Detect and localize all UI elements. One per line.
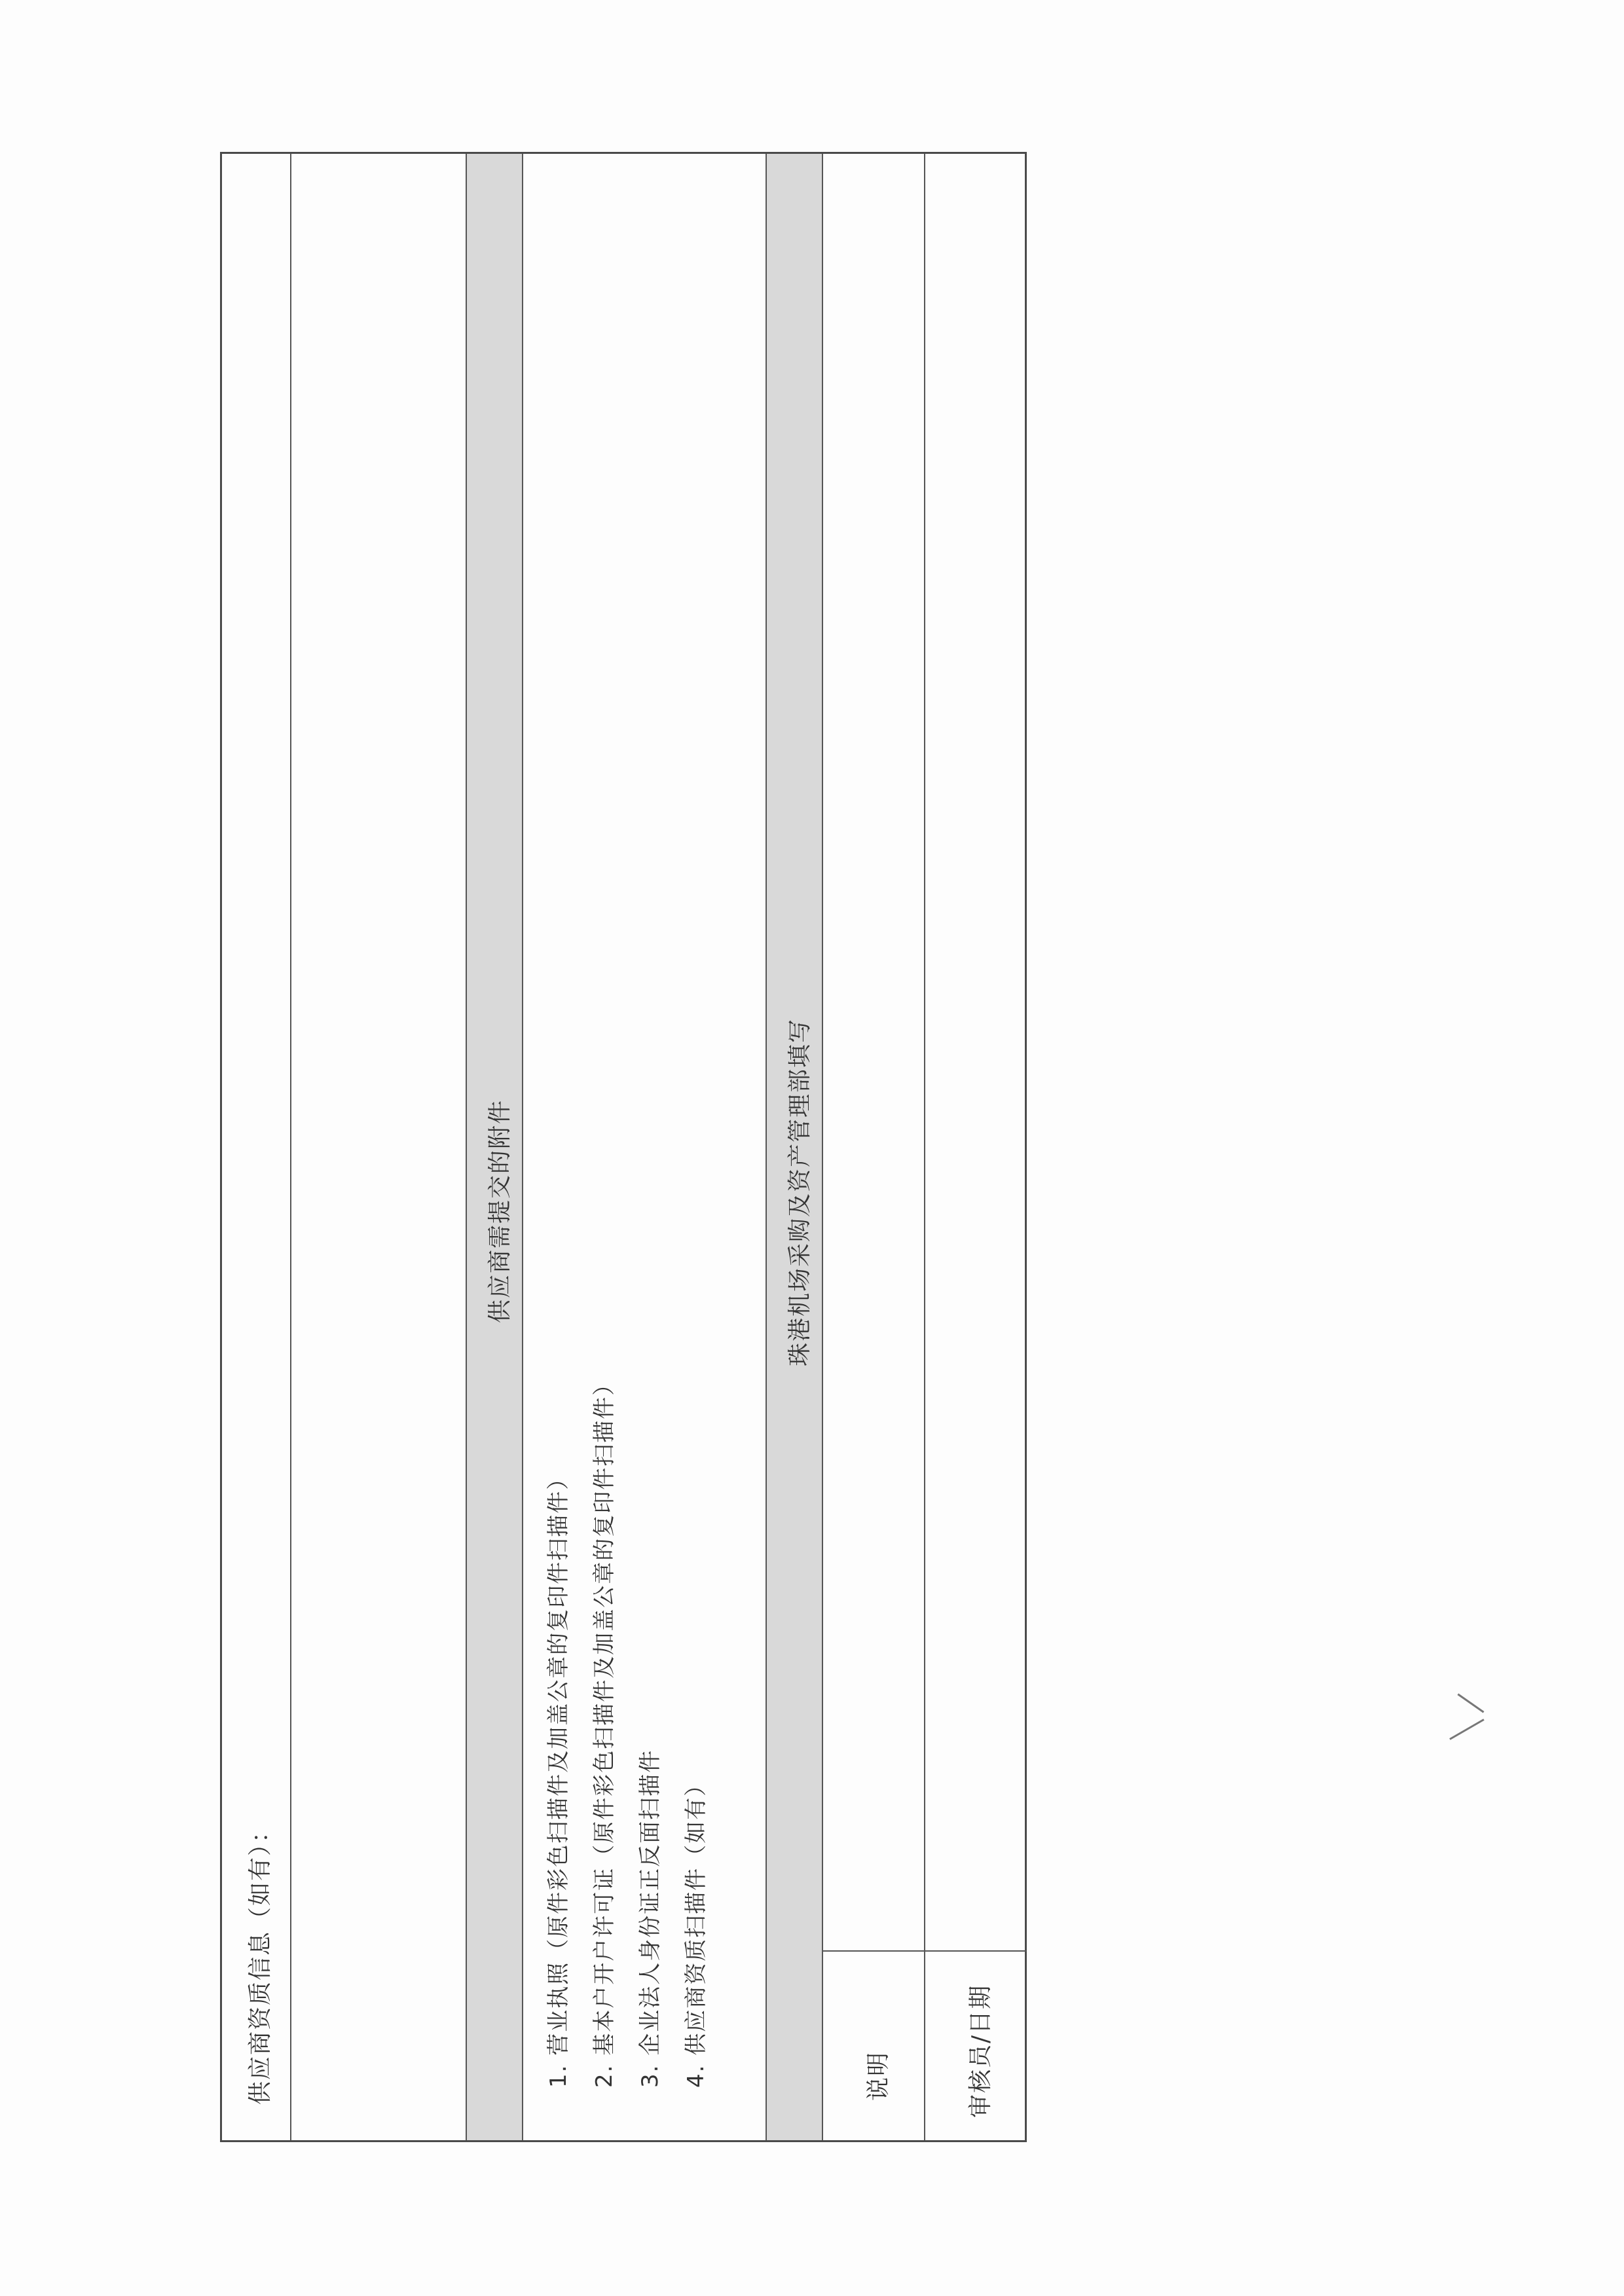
scan-mark (1457, 1694, 1484, 1713)
department-header-band (767, 154, 823, 2140)
scan-mark (1449, 1719, 1484, 1740)
remark-band (823, 154, 925, 2140)
attachment-item-1: 1. 营业执照（原件彩色扫描件及加盖公章的复印件扫描件） (545, 1466, 572, 2088)
supplier-form-table (220, 152, 1027, 2142)
reviewer-input-cell[interactable] (925, 154, 1027, 1950)
remark-input-cell[interactable] (823, 154, 925, 1950)
attachments-header-band (467, 154, 523, 2140)
attachment-item-4: 4. 供应商资质扫描件（如有） (683, 1772, 709, 2088)
qualification-info-cell[interactable] (291, 154, 467, 2140)
attachment-item-2: 2. 基本户开户许可证（原件彩色扫描件及加盖公章的复印件扫描件） (591, 1372, 618, 2088)
reviewer-band (925, 154, 1027, 2140)
remark-label: 说明 (865, 2050, 892, 2101)
reviewer-label: 审核员/日期 (967, 1984, 994, 2118)
attachment-item-3: 3. 企业法人身份证正反面扫描件 (637, 1749, 663, 2088)
qualification-label: 供应商资质信息（如有）： (247, 1817, 274, 2105)
department-header: 珠港机场采购及资产管理部填写 (786, 1017, 813, 1366)
attachments-list-band (523, 154, 767, 2140)
qualification-label-band (222, 154, 291, 2140)
remark-label-divider (823, 1950, 925, 1952)
reviewer-label-divider (925, 1950, 1027, 1952)
attachments-header: 供应商需提交的附件 (487, 1099, 513, 1323)
